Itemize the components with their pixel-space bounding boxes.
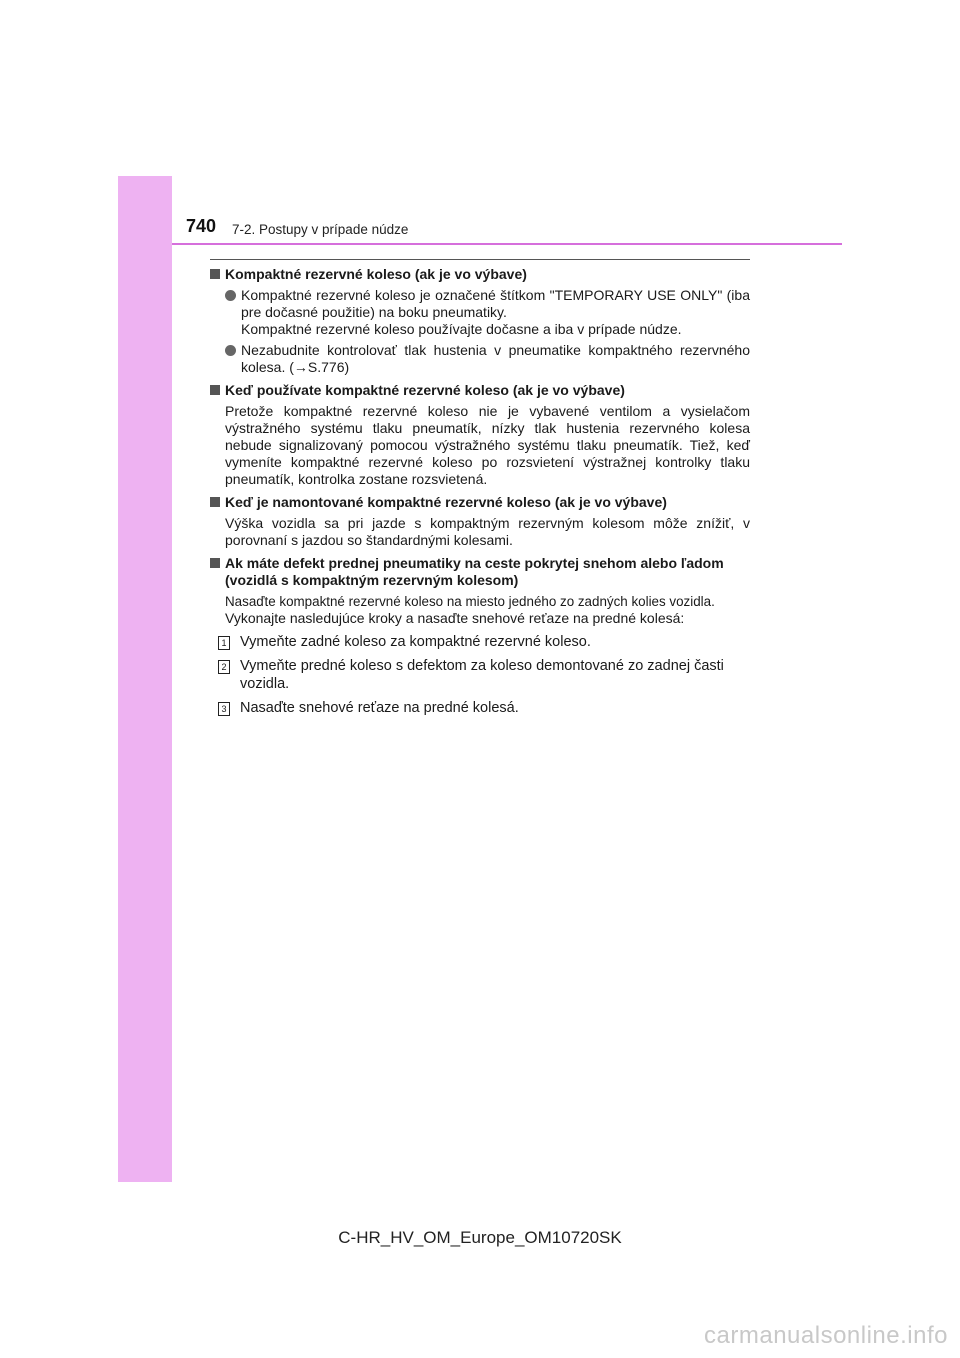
section-heading (210, 555, 750, 589)
square-bullet-icon (210, 385, 220, 395)
step-item (210, 699, 750, 717)
bullet-text: Kompaktné rezervné koleso používajte dočasne a iba v prípade núdze. (241, 321, 682, 337)
list-item (210, 342, 750, 376)
section-compact-spare (210, 266, 750, 376)
step-number: 2 (218, 660, 230, 674)
chapter-side-band (118, 176, 172, 1182)
page-number: 740 (186, 216, 217, 236)
step-text: Vymeňte zadné koleso za kompaktné rezervné koleso. (240, 634, 591, 650)
paragraph-line: Nasaďte kompaktné rezervné koleso na miesto jedného zo zadných kolies vozidla. (225, 594, 715, 609)
bullet-text: Nezabudnite kontrolovať tlak hustenia v pneumatike kompaktného rezervného kolesa. (→S.776) (241, 342, 750, 375)
step-item (210, 657, 750, 693)
circle-bullet-icon (225, 345, 236, 356)
paragraph: Pretože kompaktné rezervné koleso nie je vybavené ventilom a vysielačom výstražného systému tlaku pneumatík, nízky tlak hustenia rezervného kolesa nebude signalizovaný pomocou výstražného systému tlaku pneumatík. Tiež, keď vymeníte kompaktné rezervné koleso po rozsvietení výstražnej kontrolky tlaku pneumatík, kontrolka zostane rozsvietená. (225, 403, 750, 487)
chapter-title: 7-2. Postupy v prípade núdze (232, 222, 409, 237)
section-mounted-compact-spare (210, 494, 750, 549)
section-front-tire-defect (210, 555, 750, 717)
square-bullet-icon (210, 558, 220, 568)
watermark: carmanualsonline.info (704, 1322, 948, 1349)
list-item (210, 287, 750, 338)
bullet-text: Kompaktné rezervné koleso je označené štítkom "TEMPORARY USE ONLY" (iba pre dočasné použitie) na boku pneumatiky. (241, 287, 750, 320)
section-heading (210, 266, 750, 283)
step-text: Vymeňte predné koleso s defektom za koleso demontované zo zadnej časti vozidla. (240, 658, 724, 692)
section-using-compact-spare (210, 382, 750, 488)
header-rule (172, 243, 842, 245)
step-number: 1 (218, 636, 230, 650)
step-text: Nasaďte snehové reťaze na predné kolesá. (240, 700, 519, 716)
paragraph-line: Vykonajte nasledujúce kroky a nasaďte snehové reťaze na predné kolesá: (225, 610, 685, 626)
section-heading (210, 382, 750, 399)
section-heading (210, 494, 750, 511)
section-heading-text: Kompaktné rezervné koleso (ak je vo výbave) (225, 266, 527, 282)
page-content (210, 259, 750, 723)
step-item (210, 633, 750, 651)
paragraph: Výška vozidla sa pri jazde s kompaktným rezervným kolesom môže znížiť, v porovnaní s jazdou so štandardnými kolesami. (225, 515, 750, 548)
square-bullet-icon (210, 497, 220, 507)
circle-bullet-icon (225, 290, 236, 301)
square-bullet-icon (210, 269, 220, 279)
section-heading-text: Ak máte defekt prednej pneumatiky na ceste pokrytej snehom alebo ľadom (vozidlá s kompaktným rezervným kolesom) (225, 555, 724, 588)
section-heading-text: Keď je namontované kompaktné rezervné koleso (ak je vo výbave) (225, 494, 667, 510)
paragraph (210, 593, 750, 627)
section-heading-text: Keď používate kompaktné rezervné koleso (ak je vo výbave) (225, 382, 625, 398)
step-number: 3 (218, 702, 230, 716)
document-code: C-HR_HV_OM_Europe_OM10720SK (338, 1228, 622, 1247)
